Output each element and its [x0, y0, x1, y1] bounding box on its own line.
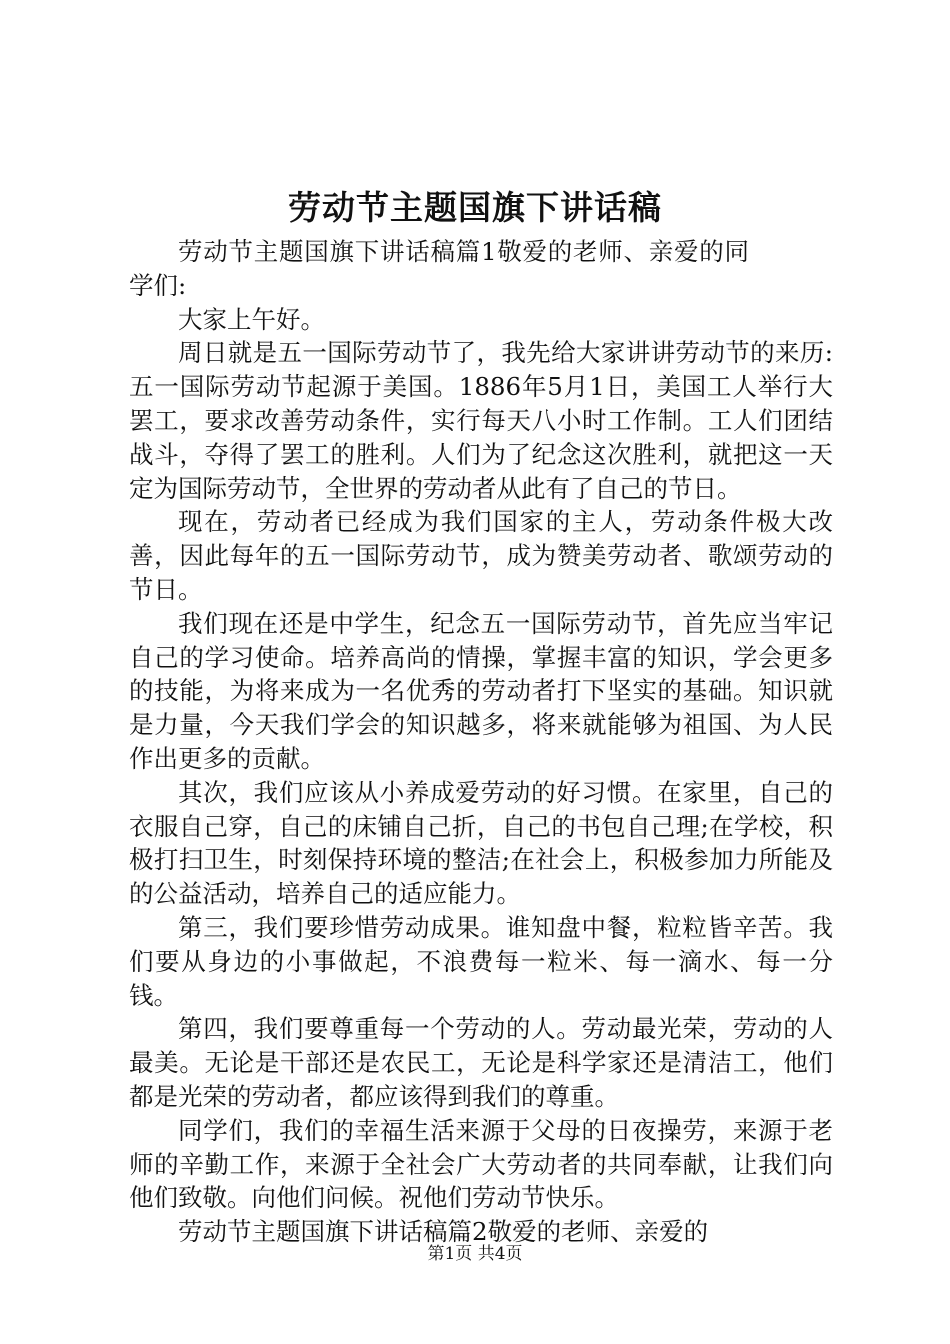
paragraph-8: 第四，我们要尊重每一个劳动的人。劳动最光荣，劳动的人最美。无论是干部还是农民工，无论是科学家还是清洁工，他们都是光荣的劳动者，都应该得到我们的尊重。	[129, 1014, 833, 1111]
paragraph-10: 劳动节主题国旗下讲话稿篇2敬爱的老师、亲爱的	[178, 1217, 709, 1247]
paragraph-2: 大家上午好。	[178, 304, 325, 334]
document-body	[129, 235, 833, 1249]
paragraph-9: 同学们，我们的幸福生活来源于父母的日夜操劳，来源于老师的辛勤工作，来源于全社会广大劳动者的共同奉献，让我们向他们致敬。向他们问候。祝他们劳动节快乐。	[129, 1115, 833, 1213]
document-title: 劳动节主题国旗下讲话稿	[288, 188, 662, 227]
paragraph-5: 我们现在还是中学生，纪念五一国际劳动节，首先应当牢记自己的学习使命。培养高尚的情操，掌握丰富的知识，学会更多的技能，为将来成为一名优秀的劳动者打下坚实的基础。知识就是力量，今天我们学会的知识越多，将来就能够为祖国、为人民作出更多的贡献。	[129, 608, 833, 773]
paragraph-1: 劳动节主题国旗下讲话稿篇1敬爱的老师、亲爱的同学们:	[129, 237, 749, 300]
paragraph-7: 第三，我们要珍惜劳动成果。谁知盘中餐，粒粒皆辛苦。我们要从身边的小事做起，不浪费每一粒米、每一滴水、每一分钱。	[129, 912, 833, 1010]
paragraph-6: 其次，我们应该从小养成爱劳动的好习惯。在家里，自己的衣服自己穿，自己的床铺自己折，自己的书包自己理;在学校，积极打扫卫生，时刻保持环境的整洁;在社会上，积极参加力所能及的公益活动，培养自己的适应能力。	[129, 777, 833, 909]
paragraph-3: 周日就是五一国际劳动节了，我先给大家讲讲劳动节的来历:五一国际劳动节起源于美国。1886年5月1日，美国工人举行大罢工，要求改善劳动条件，实行每天八小时工作制。工人们团结战斗，夺得了罢工的胜利。人们为了纪念这次胜利，就把这一天定为国际劳动节，全世界的劳动者从此有了自己的节日。	[129, 338, 833, 503]
page-number: 第1页 共4页	[427, 1244, 523, 1264]
paragraph-4: 现在，劳动者已经成为我们国家的主人，劳动条件极大改善，因此每年的五一国际劳动节，成为赞美劳动者、歌颂劳动的节日。	[129, 507, 833, 604]
